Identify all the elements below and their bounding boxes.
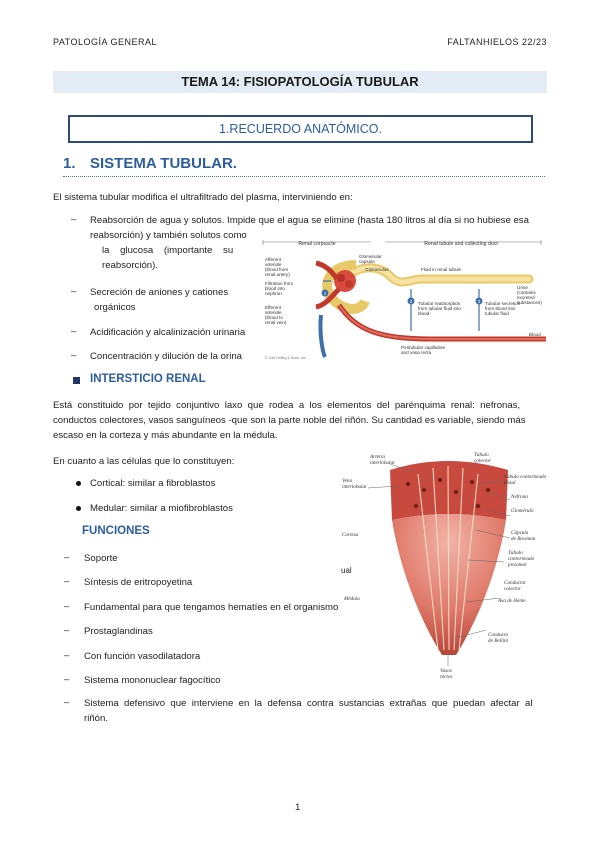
dash-marker: –: [64, 576, 70, 587]
label-tubulo-proximal-1: Túbulo: [508, 550, 523, 556]
bullet-2-line: orgánicos: [94, 302, 136, 313]
bullet-1-line: reabsorción) y también solutos como: [90, 230, 247, 241]
function-item: Con función vasodilatadora: [84, 651, 201, 662]
function-item: Sistema mononuclear fagocítico: [84, 675, 221, 686]
label-secretion-1: Tubular secretion: [485, 301, 521, 306]
margin-text: ual: [341, 566, 352, 575]
dash-marker: –: [71, 326, 77, 337]
label-urine-3: excreted: [517, 295, 535, 300]
dash-marker: –: [64, 625, 70, 636]
label-afferent-2: arteriole: [265, 262, 282, 267]
label-efferent-3: (blood to: [265, 315, 283, 320]
label-capsule-2: capsule: [359, 259, 375, 264]
section-underline: [63, 176, 545, 177]
label-urine-4: substances): [517, 300, 542, 305]
function-item: Soporte: [84, 553, 118, 564]
paragraph-line: conductos colectores, vasos sanguíneos -que son la parte noble del riñón. Su cantidad es variable, siendo más: [53, 415, 526, 426]
label-afferent-3: (blood from: [265, 267, 289, 272]
label-renal-tubule: Renal tubule and collecting duct: [424, 241, 498, 247]
label-urine-2: (contains: [517, 290, 536, 295]
label-fluid: Fluid in renal tubule: [421, 267, 462, 272]
label-blood: Blood: [529, 332, 541, 337]
label-bellini-2: de Bellini: [488, 638, 509, 644]
label-glomerulus: Glomerulus: [365, 267, 389, 272]
function-item: Fundamental para que tengamos hematíes en el organismo: [84, 602, 339, 613]
label-vena-1: Vena: [342, 478, 353, 484]
dash-marker: –: [64, 650, 70, 661]
section-title: SISTEMA TUBULAR.: [90, 155, 237, 172]
cell-medular: Medular: similar a miofibroblastos: [90, 503, 233, 514]
label-tubulo-proximal-2: contorneado: [508, 556, 535, 562]
label-reabsorption-2: from tubular fluid into: [418, 306, 461, 311]
function-item: Síntesis de eritropoyetina: [84, 577, 193, 588]
dash-marker: –: [71, 286, 77, 297]
label-glomerulo: Glomérulo: [511, 508, 534, 514]
label-arteria-2: interlobular: [370, 460, 396, 466]
label-efferent-1: Efferent: [265, 305, 282, 310]
label-peritubular-2: and vasa recta: [401, 350, 432, 355]
label-corteza: Corteza: [342, 532, 359, 538]
dash-marker: –: [64, 552, 70, 563]
paragraph-line: Sistema defensivo que interviene en la defensa contra sustancias extrañas que puedan afectar al: [84, 698, 533, 709]
label-asa: Asa de Henle: [498, 598, 526, 604]
label-urine-1: Urine: [517, 285, 528, 290]
label-efferent-4: renal vein): [265, 320, 287, 325]
cell-cortical: Cortical: similar a fibroblastos: [90, 478, 216, 489]
bullet-3: Acidificación y alcalinización urinaria: [90, 327, 246, 338]
label-arteria-1: Arteria: [370, 454, 385, 460]
label-afferent-1: Afferent: [265, 257, 282, 262]
label-secretion-2: from blood into: [485, 306, 516, 311]
label-nefrona: Nefrona: [511, 494, 528, 500]
label-filtration-3: nephron: [265, 291, 282, 296]
label-peritubular-1: Peritubular capillaries: [401, 345, 445, 350]
label-capsula-1: Cápsula: [511, 530, 529, 536]
kidney-pyramid-diagram: [338, 450, 548, 690]
label-reabsorption-3: blood: [418, 311, 430, 316]
dash-marker: –: [71, 214, 77, 225]
copyright: © John Wiley & Sons, Inc.: [265, 356, 307, 360]
bullet-1-line: Reabsorción de agua y solutos. Impide que el agua se elimine (hasta 180 litros al día si no hubiese esa: [90, 215, 529, 226]
marker-1: 1: [323, 291, 327, 296]
label-medula: Médula: [344, 596, 360, 602]
paragraph-line: riñón.: [84, 713, 108, 724]
function-item-defensive: [84, 696, 548, 726]
label-tubulo-colector-2: colector: [474, 458, 491, 464]
label-tubulo-distal-2: distal: [504, 480, 516, 486]
bullet-1-line: la glucosa (importante su: [102, 245, 234, 256]
label-renal-corpuscle: Renal corpuscle: [298, 241, 336, 247]
section-number: 1.: [63, 155, 76, 172]
label-tubulo-colector-1: Túbulo: [474, 452, 489, 458]
square-bullet: [73, 377, 80, 384]
label-tubulo-proximal-3: proximal: [508, 562, 527, 568]
bullet-2: [90, 285, 228, 315]
marker-2: 2: [409, 299, 413, 304]
dash-marker: –: [64, 601, 70, 612]
label-filtration-1: Filtration from: [265, 281, 294, 286]
label-filtration-2: blood into: [265, 286, 285, 291]
cells-intro: En cuanto a las células que lo constituyen:: [53, 456, 235, 467]
label-tubulo-distal-1: Túbulo contorneado: [504, 474, 547, 480]
bullet-2-line: Secreción de aniones y cationes: [90, 287, 229, 298]
function-item: Prostaglandinas: [84, 626, 153, 637]
label-afferent-4: renal artery): [265, 272, 290, 277]
label-vena-2: interlobular: [342, 484, 368, 490]
section-box: 1.RECUERDO ANATÓMICO.: [68, 115, 533, 143]
page-number: 1: [295, 802, 301, 813]
functions-title: FUNCIONES: [82, 525, 150, 537]
label-efferent-2: arteriole: [265, 310, 282, 315]
header-right: FALTANHIELOS 22/23: [447, 37, 547, 47]
label-capsule-1: Glomerular: [359, 254, 382, 259]
marker-3: 3: [477, 299, 481, 304]
label-bellini-1: Conducto: [488, 632, 509, 638]
label-reabsorption-1: Tubular reabsorption: [418, 301, 461, 306]
label-vasos-2: rectos: [440, 674, 453, 680]
interstitium-paragraph: [53, 398, 548, 443]
label-conductor-1: Conductor: [504, 580, 527, 586]
bullet-1-line: reabsorción).: [102, 260, 158, 271]
label-conductor-2: colector: [504, 586, 521, 592]
nephron-diagram: [261, 235, 548, 363]
dash-marker: –: [64, 674, 70, 685]
interstitium-title: INTERSTICIO RENAL: [90, 373, 206, 385]
label-capsula-2: de Bowman: [511, 536, 536, 542]
bullet-4: Concentración y dilución de la orina: [90, 351, 242, 362]
label-vasos-1: Vasos: [440, 668, 452, 674]
dot-bullet: [76, 506, 81, 511]
page-title: TEMA 14: FISIOPATOLOGÍA TUBULAR: [53, 71, 547, 93]
intro-text: El sistema tubular modifica el ultrafiltrado del plasma, interviniendo en:: [53, 192, 353, 203]
paragraph-line: Está constituido por tejido conjuntivo laxo que rodea a los elementos del parénquima renal: nefronas,: [53, 400, 521, 411]
label-secretion-3: tubular fluid: [485, 311, 509, 316]
dot-bullet: [76, 481, 81, 486]
dash-marker: –: [71, 350, 77, 361]
paragraph-line: escaso en la corteza y más abundante en la médula.: [53, 430, 278, 441]
dash-marker: –: [64, 697, 70, 708]
header-left: PATOLOGÍA GENERAL: [53, 37, 158, 47]
